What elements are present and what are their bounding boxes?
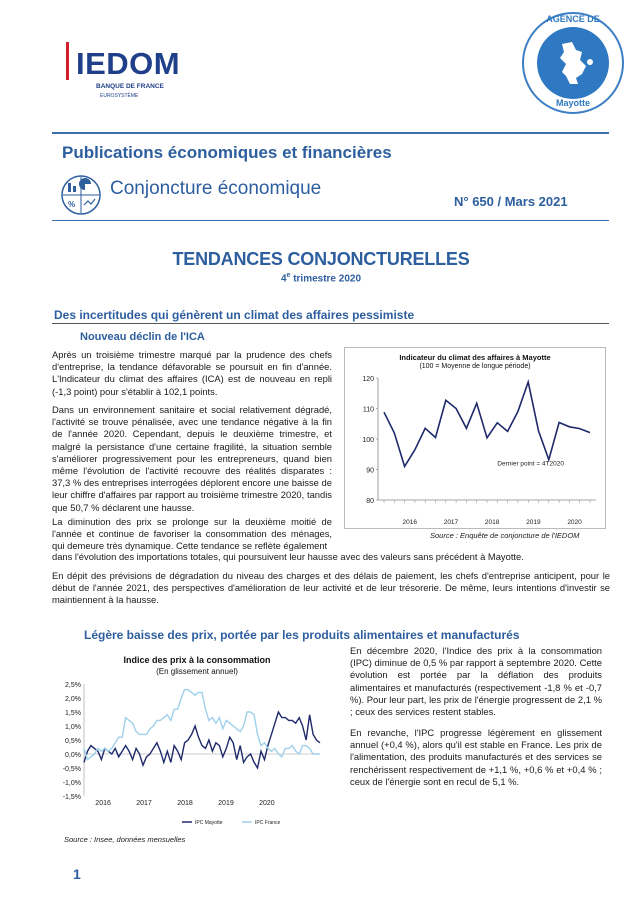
- publications-title: Publications économiques et financières: [62, 143, 392, 162]
- ica-x-tick-label: 2019: [526, 519, 541, 526]
- ipc-y-tick-label: 2,5%: [65, 682, 81, 689]
- section1-paragraph-3a: La diminution des prix se prolonge sur la deuxième moitié de l'année et continue de favoriser la consommation des ménages, qui demeure très dynamique. Cette tendance se reflète également: [52, 516, 332, 552]
- section1-paragraph-2: Dans un environnement sanitaire et social relativement dégradé, l'activité se trouve pénalisée, avec une tendance négative à la fin de l'année 2020. Cependant, depuis le deuxième trimestre, et malgré la persistance d'une certaine fragilité, la situation semble s'améliorer progressivement pour les entrepreneurs, quand bien même l'évolution de l'activité recouvre des réalités disparates : 37,3 % des entreprises interrogées déplorent encore une baisse de leur chiffre d'affaires par rapport au troisième trimestre 2020, tandis que 50,7 % déclarent une hausse.: [52, 404, 332, 513]
- section1-paragraph-1: Après un troisième trimestre marqué par la prudence des chefs d'entreprise, la tendance défavorable se poursuit en fin d'année. L'Indicateur du climat des affaires (ICA) est de nouveau en repli (-1,3 point) pour s'établir à 102,1 points.: [52, 349, 332, 397]
- ipc-y-tick-label: 1,5%: [65, 710, 81, 717]
- ipc-y-tick-label: -1,5%: [62, 794, 81, 801]
- conjoncture-icon: [60, 174, 102, 216]
- ica-chart-source: Source : Enquête de conjoncture de l'IEDOM: [430, 531, 580, 540]
- ica-series-line: [384, 382, 590, 466]
- ipc-legend-label: IPC Mayotte: [195, 820, 223, 826]
- ipc-chart-title: Indice des prix à la consommation: [123, 655, 271, 665]
- ica-chart-subtitle: (100 = Moyenne de longue période): [419, 363, 531, 370]
- ica-y-tick-label: 90: [366, 467, 374, 475]
- ica-chart-title: Indicateur du climat des affaires à Mayotte: [399, 353, 551, 362]
- section1-paragraph-3b: dans l'évolution des importations totales, qui poursuivent leur hausse avec des valeurs sans précédent à Mayotte.: [52, 551, 524, 562]
- iedom-logo: IEDOM: [76, 46, 181, 81]
- ipc-y-tick-label: 0,5%: [65, 738, 81, 745]
- svg-text:%: %: [68, 200, 76, 209]
- ica-annotation: Dernier point = 4T2020: [497, 460, 564, 468]
- ipc-y-tick-label: -0,5%: [62, 766, 81, 773]
- issue-number: N° 650 / Mars 2021: [454, 194, 568, 209]
- section2-heading: Légère baisse des prix, portée par les produits alimentaires et manufacturés: [84, 628, 520, 642]
- ica-x-tick-label: 2017: [443, 519, 459, 526]
- ica-y-tick-label: 110: [362, 406, 374, 414]
- mayotte-map-icon: [532, 22, 614, 104]
- ica-x-tick-label: 2018: [484, 519, 500, 526]
- section1-subheading: Nouveau déclin de l'ICA: [80, 331, 205, 343]
- ipc-legend-label: IPC France: [255, 820, 281, 826]
- page-number: 1: [73, 866, 81, 882]
- ipc-y-tick-label: -1,0%: [62, 780, 81, 787]
- header-rule: [52, 132, 609, 134]
- ipc-y-tick-label: 0,0%: [65, 752, 81, 759]
- ipc-chart-source: Source : Insee, données mensuelles: [64, 835, 186, 844]
- header-rule-2: [52, 220, 609, 221]
- agency-label-bottom: Mayotte: [555, 98, 590, 108]
- ipc-x-tick-label: 2016: [95, 800, 111, 807]
- ipc-y-tick-label: 2,0%: [65, 696, 81, 703]
- section2-paragraph-1: En décembre 2020, l'Indice des prix à la consommation (IPC) diminue de 0,5 % par rapport à septembre 2020. Cette évolution est portée par la déflation des produits alimentaires et manufacturés (respectivement -1,8 % et -0,7 %). Pour leur part, les prix de l'énergie progressent de 2,1 % ; ceux des services restent stables.: [350, 645, 602, 718]
- section1-heading: Des incertitudes qui génèrent un climat des affaires pessimiste: [54, 308, 415, 322]
- ipc-y-tick-label: 1,0%: [65, 724, 81, 731]
- ipc-x-tick-label: 2019: [218, 800, 234, 807]
- ipc-x-tick-label: 2017: [136, 800, 152, 807]
- ipc-chart: [52, 676, 344, 832]
- banque-de-france-label: BANQUE DE FRANCE: [96, 83, 164, 90]
- quarter-label: 4e trimestre 2020: [280, 272, 362, 285]
- section1-paragraph-4: En dépit des prévisions de dégradation du niveau des charges et des délais de paiement, les chefs d'entreprise anticipent, pour le début de l'année 2021, des perspectives d'amélioration de leur activité et de leur trésorerie. De même, leurs intentions d'investir se maintiennent à la hausse.: [52, 570, 610, 606]
- ica-x-tick-label: 2016: [402, 519, 417, 526]
- ica-x-tick-label: 2020: [567, 519, 582, 526]
- ipc-series-line-mayotte: [84, 712, 320, 768]
- iedom-logo-bar: [66, 42, 69, 80]
- section1-rule: [52, 323, 609, 324]
- ipc-x-tick-label: 2018: [177, 800, 193, 807]
- eurosysteme-label: EUROSYSTÈME: [100, 93, 139, 99]
- agency-label-top: AGENCE DE: [546, 14, 600, 24]
- ipc-x-tick-label: 2020: [259, 800, 275, 807]
- main-title: TENDANCES CONJONCTURELLES: [172, 249, 470, 269]
- ipc-series-line-france: [84, 690, 320, 760]
- ica-y-tick-label: 100: [362, 437, 374, 444]
- series-title: Conjoncture économique: [110, 178, 322, 199]
- ica-y-tick-label: 80: [366, 498, 374, 505]
- iedom-side-text: [55, 46, 65, 80]
- ica-chart: [344, 370, 606, 530]
- ica-y-tick-label: 120: [362, 376, 374, 383]
- section2-paragraph-2: En revanche, l'IPC progresse légèrement en glissement annuel (+0,4 %), alors qu'il est stable en France. Les prix de l'alimentation, des produits manufacturés et des services se renchérissent respectivement de +1,1 %, +0,6 % et +0,4 % ; ceux de l'énergie sont en recul de 5,1 %.: [350, 727, 602, 787]
- ipc-chart-subtitle: (En glissement annuel): [156, 667, 238, 676]
